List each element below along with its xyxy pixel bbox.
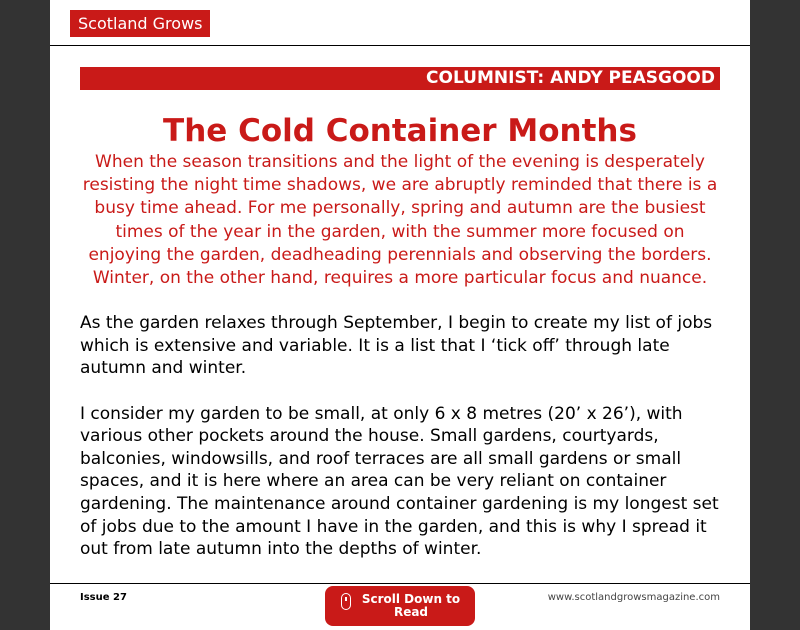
- article-paragraph: I consider my garden to be small, at only 6 x 8 metres (20’ x 26’), with various other pockets around the house. Small gardens, courtyards, balconies, windowsills, and roof terraces are all small gardens or small spaces, and it is here where an area can be very reliant on container gardening. The maintenance around container gardening is my longest set of jobs due to the amount I have in the garden, and this is why I spread it out from late autumn into the depths of winter.: [80, 403, 719, 560]
- brand-logo[interactable]: Scotland Grows: [70, 10, 210, 37]
- header: [50, 0, 750, 112]
- columnist-banner: COLUMNIST: ANDY PEASGOOD: [80, 67, 720, 90]
- article-paragraph: As the garden relaxes through September, I begin to create my list of jobs which is extensive and variable. It is a list that I ‘tick off’ through late autumn and winter.: [80, 313, 713, 379]
- magazine-page: [50, 0, 750, 630]
- article-body: [80, 312, 725, 561]
- scroll-down-label: Scroll Down to Read: [361, 592, 461, 620]
- header-divider: [50, 45, 750, 46]
- mouse-scroll-icon: [341, 593, 351, 610]
- footer: [50, 583, 750, 630]
- issue-number: Issue 27: [80, 592, 127, 604]
- article-title: The Cold Container Months: [163, 113, 637, 149]
- website-link[interactable]: www.scotlandgrowsmagazine.com: [547, 592, 720, 604]
- article-intro: When the season transitions and the light of the evening is desperately resisting the night time shadows, we are abruptly reminded that there is a busy time ahead. For me personally, spring and autumn are the busiest times of the year in the garden, with the summer more focused on enjoying the garden, deadheading perennials and observing the borders. Winter, on the other hand, requires a more particular focus and nuance.: [82, 152, 718, 289]
- scroll-down-button[interactable]: [325, 586, 475, 626]
